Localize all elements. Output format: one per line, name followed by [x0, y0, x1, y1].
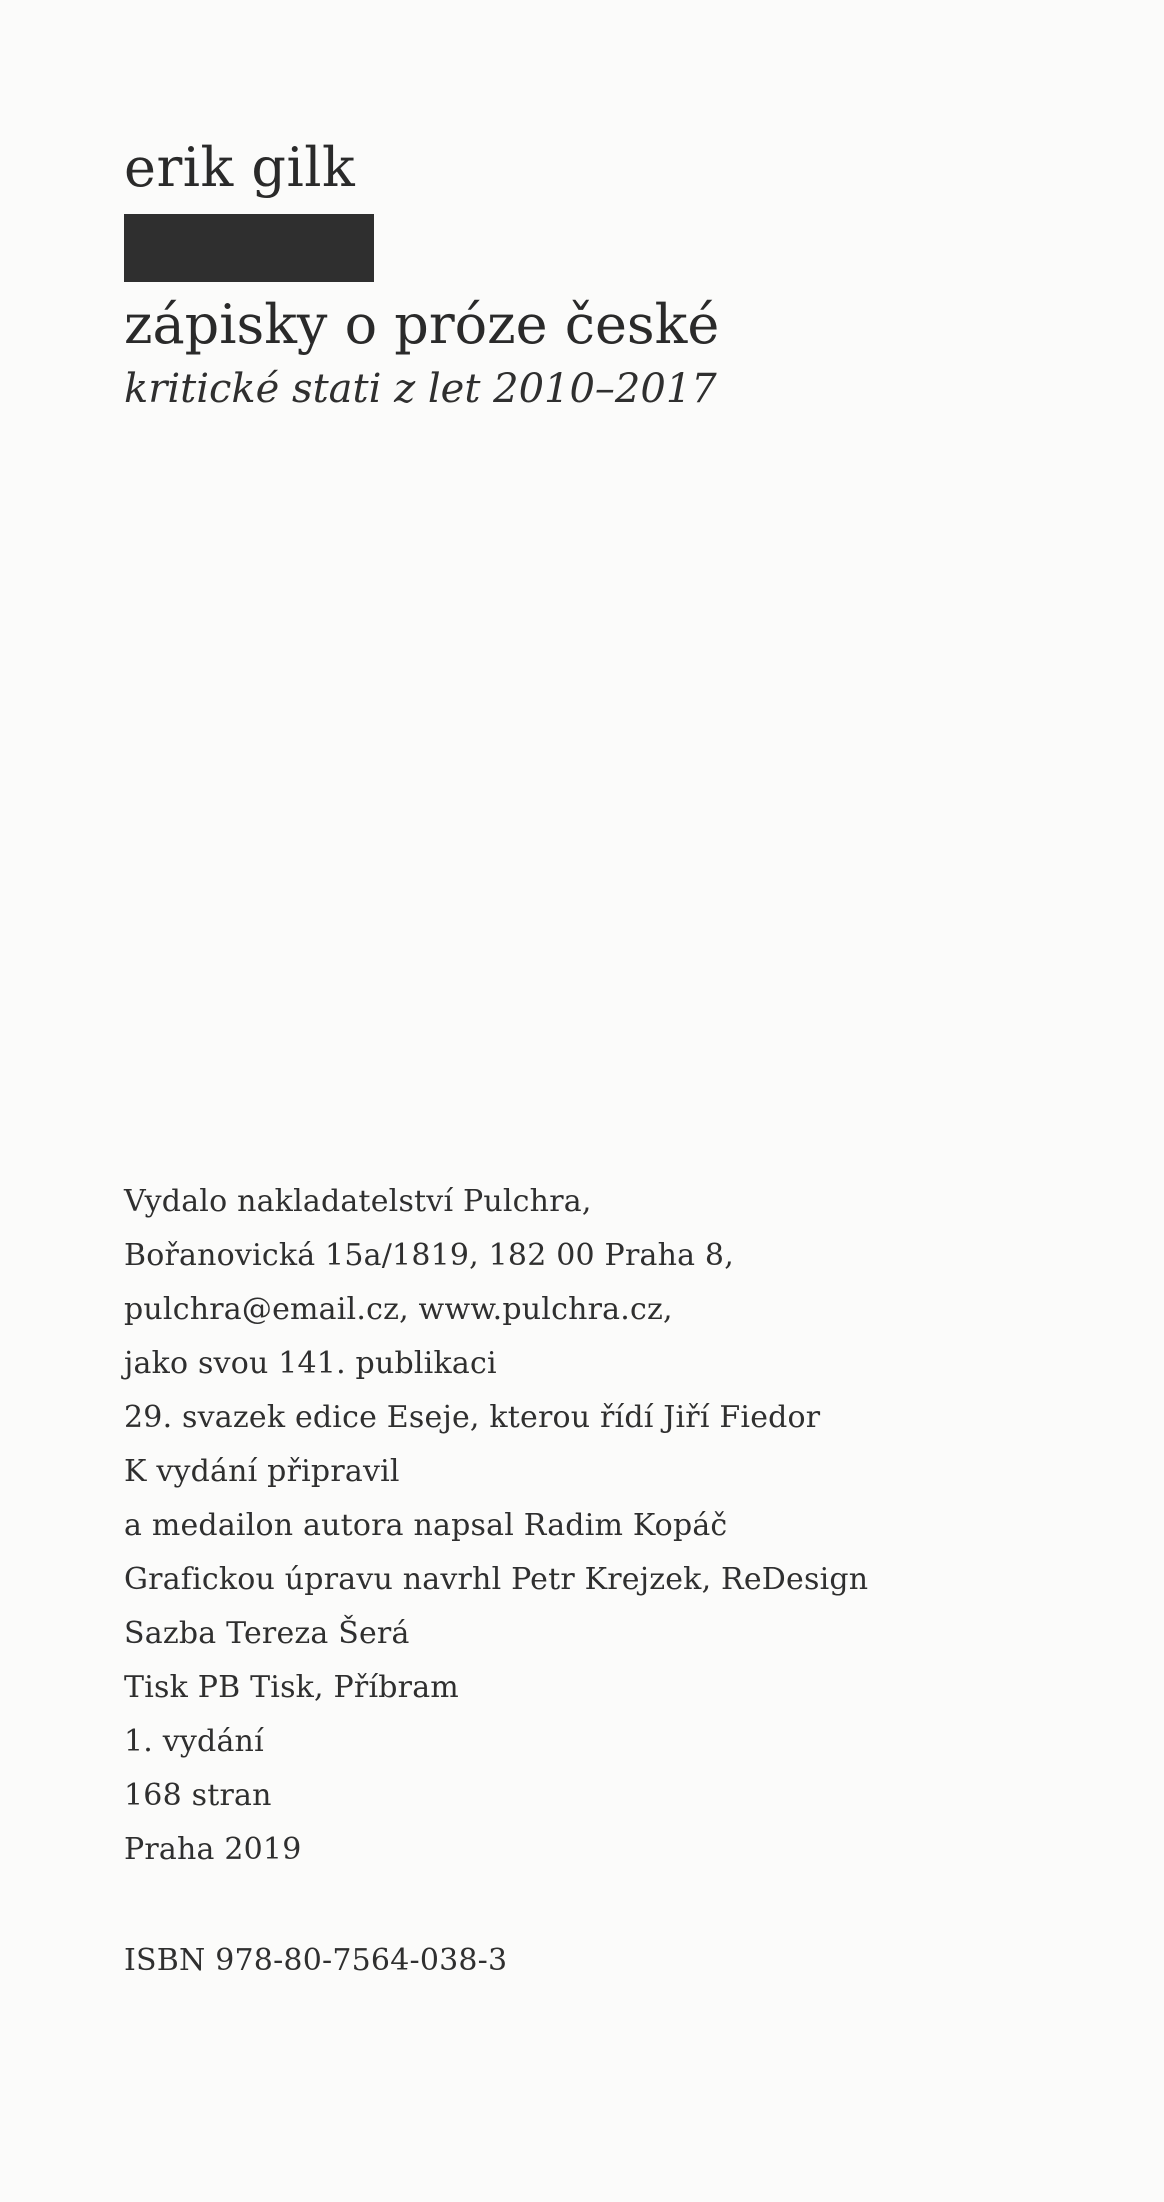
- author-name: erik gilk: [124, 136, 356, 199]
- imprint-line-publication-number: jako svou 141. publikaci: [124, 1346, 497, 1381]
- book-title: zápisky o próze české: [124, 293, 720, 356]
- imprint-line-edition: 1. vydání: [124, 1724, 264, 1759]
- imprint-line-pages: 168 stran: [124, 1778, 272, 1813]
- isbn-number: ISBN 978-80-7564-038-3: [124, 1943, 508, 1978]
- imprint-line-place-year: Praha 2019: [124, 1832, 302, 1867]
- imprint-line-editor: K vydání připravil: [124, 1454, 400, 1489]
- decorative-bar: [124, 214, 374, 282]
- imprint-line-series: 29. svazek edice Eseje, kterou řídí Jiří Fiedor: [124, 1400, 821, 1435]
- imprint-line-contact: pulchra@email.cz, www.pulchra.cz,: [124, 1292, 673, 1327]
- imprint-line-medallion: a medailon autora napsal Radim Kopáč: [124, 1508, 728, 1543]
- imprint-line-publisher: Vydalo nakladatelství Pulchra,: [124, 1184, 592, 1219]
- imprint-line-typesetting: Sazba Tereza Šerá: [124, 1616, 410, 1651]
- imprint-list: [124, 1175, 868, 1877]
- imprint-line-design: Grafickou úpravu navrhl Petr Krejzek, ReDesign: [124, 1562, 869, 1597]
- imprint-line-address: Bořanovická 15a/1819, 182 00 Praha 8,: [124, 1238, 734, 1273]
- book-subtitle: kritické stati z let 2010–2017: [124, 366, 717, 412]
- imprint-line-print: Tisk PB Tisk, Příbram: [124, 1670, 459, 1705]
